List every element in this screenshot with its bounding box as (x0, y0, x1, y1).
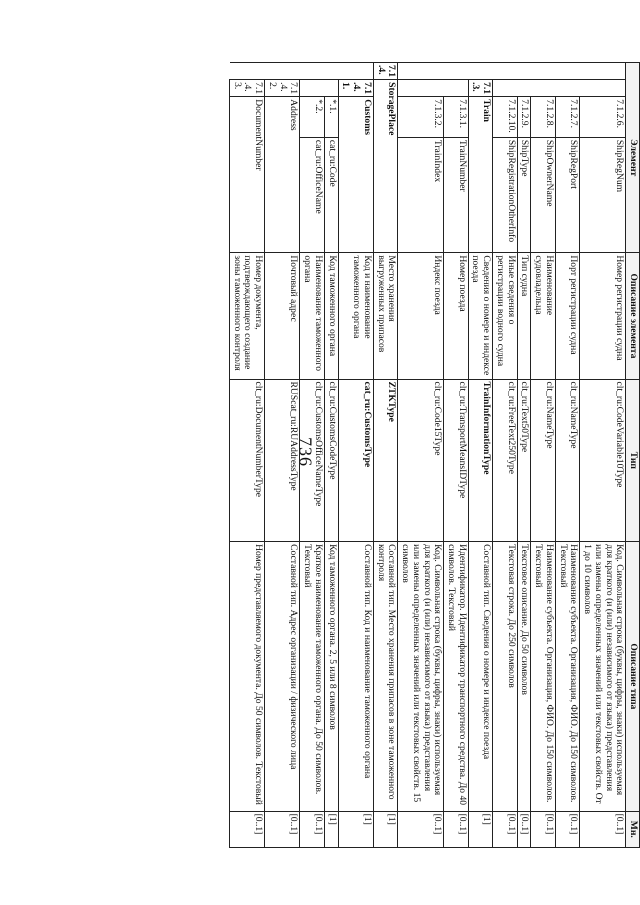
table-row (580, 63, 626, 848)
multiplicity: [0..1] (230, 811, 265, 847)
indent-cell (555, 80, 579, 97)
table-row (338, 63, 373, 848)
element-number: 7.1.2.9. (517, 97, 531, 138)
element-type: clt_ru:NameType (531, 379, 555, 542)
indent-cell (300, 80, 324, 97)
element-name: TrainIndex (398, 137, 444, 253)
indent-cell (493, 63, 517, 80)
element-description: Тип судна (517, 253, 531, 379)
element-number: *.1. (324, 97, 338, 138)
element-number: 7.1.3.1. (444, 97, 468, 138)
indent-cell (531, 80, 555, 97)
element-type: clt_ru:DocumentNumberType (230, 379, 265, 542)
indent-cell (580, 63, 626, 80)
multiplicity: [0..1] (555, 811, 579, 847)
table-row (444, 63, 468, 848)
element-type: clt_ru:CustomsOfficeNameType (300, 379, 324, 542)
table-body (230, 63, 626, 848)
type-description: Код. Символьная строка (буквы, цифры, знаки) используемая для краткого (и (или) независимого от языка) представления или замены определенных значений или текстовых свойств. От 1 до 10 символов (580, 542, 626, 812)
multiplicity: [0..1] (398, 811, 444, 847)
multiplicity: [1] (373, 811, 397, 847)
element-name: Train (468, 97, 492, 253)
element-description: Индекс поезда (398, 253, 444, 379)
element-name: ShipOwnerName (531, 137, 555, 253)
table-row (324, 63, 338, 848)
element-name: DocumentNumber (230, 97, 265, 253)
table-row (230, 63, 265, 848)
type-description: Наименование субъекта. Организация, ФИО. До 150 символов. Текстовый (531, 542, 555, 812)
element-number: 7.1.3.2. (398, 97, 444, 138)
indent-cell (338, 63, 373, 80)
type-description: Текстовая строка. До 250 символов (493, 542, 517, 812)
indent-cell (398, 63, 444, 80)
element-number: 7.1.4.1. (338, 80, 373, 97)
element-name: ShipRegistrationOtherInfo (493, 137, 517, 253)
element-type: TrainInformationType (468, 379, 492, 542)
element-number: 7.1.2.6. (580, 97, 626, 138)
element-name: cat_ru:OfficeName (300, 137, 324, 253)
indent-cell (230, 63, 265, 80)
table-row (493, 63, 517, 848)
element-description: Номер поезда (444, 253, 468, 379)
element-number: 7.1.4. (373, 63, 397, 80)
table-row (555, 63, 579, 848)
element-description: Наименование судовладельца (531, 253, 555, 379)
multiplicity: [0..1] (444, 811, 468, 847)
element-table (229, 62, 640, 848)
indent-cell (517, 63, 531, 80)
type-description: Текстовое описание. До 50 символов (517, 542, 531, 812)
indent-cell (324, 80, 338, 97)
indent-cell (580, 80, 626, 97)
element-number: 7.1.4.2. (265, 80, 300, 97)
type-description: Составной тип. Сведения о номере и индексе поезда (468, 542, 492, 812)
table-row (468, 63, 492, 848)
table-row (531, 63, 555, 848)
type-description: Составной тип. Адрес организации / физического лица (265, 542, 300, 812)
table-row (300, 63, 324, 848)
table-row (265, 63, 300, 848)
indent-cell (324, 63, 338, 80)
table-header-row (626, 63, 640, 848)
element-name: ShipRegNum (580, 137, 626, 253)
type-description: Номер представляемого документа. До 50 символов. Текстовый (230, 542, 265, 812)
element-number: 7.1.2.10. (493, 97, 517, 138)
type-description: Код таможенного органа. 2, 5 или 8 символов (324, 542, 338, 812)
indent-cell (444, 80, 468, 97)
element-description: Место хранения выгруженных припасов (373, 253, 397, 379)
element-description: Номер документа, подтверждающего создание зоны таможенного контроля (230, 253, 265, 379)
element-description: Почтовый адрес (265, 253, 300, 379)
element-number: 7.1.4.3. (230, 80, 265, 97)
element-type: RUScat_ru:RUAddressType (265, 379, 300, 542)
element-type: clt_ru:CodeVariable10Type (580, 379, 626, 542)
element-description: Код таможенного органа (324, 253, 338, 379)
element-description: Порт регистрации судна (555, 253, 579, 379)
element-description: Код и наименование таможенного органа (338, 253, 373, 379)
element-number: *.2. (300, 97, 324, 138)
element-name: Customs (338, 97, 373, 253)
element-type: clt_ru:NameType (555, 379, 579, 542)
element-number: 7.1.2.8. (531, 97, 555, 138)
type-description: Краткое наименование таможенного органа. До 50 символов. Текстовый (300, 542, 324, 812)
indent-cell (300, 63, 324, 80)
type-description: Код. Символьная строка (буквы, цифры, знаки) используемая для краткого (и (или) независимого от языка) представления или замены определенных значений или текстовых свойств. 15 символов (398, 542, 444, 812)
element-number: 7.1.3. (468, 80, 492, 97)
indent-cell (517, 80, 531, 97)
indent-cell (493, 80, 517, 97)
indent-cell (555, 63, 579, 80)
element-name: ShipRegPort (555, 137, 579, 253)
multiplicity: [1] (468, 811, 492, 847)
multiplicity: [1] (338, 811, 373, 847)
type-description: Идентификатор. Идентификатор транспортного средства. До 40 символов. Текстовый (444, 542, 468, 812)
table-row (517, 63, 531, 848)
element-type: ZTKType (373, 379, 397, 542)
multiplicity: [0..1] (300, 811, 324, 847)
indent-cell (468, 63, 492, 80)
element-description: Сведения о номере и индексе поезда (468, 253, 492, 379)
multiplicity: [1] (324, 811, 338, 847)
indent-cell (444, 63, 468, 80)
header-multiplicity: Мн. (626, 811, 640, 847)
element-description: Наименование таможенного органа (300, 253, 324, 379)
header-type-description: Описание типа (626, 542, 640, 812)
type-description: Наименование субъекта. Организация, ФИО. До 150 символов. Текстовый (555, 542, 579, 812)
element-type: clt_ru:TransportMeansIDType (444, 379, 468, 542)
indent-cell (531, 63, 555, 80)
multiplicity: [0..1] (580, 811, 626, 847)
multiplicity: [0..1] (493, 811, 517, 847)
header-element: Элемент (626, 63, 640, 253)
element-type: cat_ru:CustomsType (338, 379, 373, 542)
indent-cell (398, 80, 444, 97)
table-row (373, 63, 397, 848)
element-name: Address (265, 97, 300, 253)
multiplicity: [0..1] (517, 811, 531, 847)
element-name: StoragePlace (373, 80, 397, 253)
element-name: ShipType (517, 137, 531, 253)
header-element-description: Описание элемента (626, 253, 640, 379)
multiplicity: [0..1] (531, 811, 555, 847)
type-description: Составной тип. Место хранения припасов в зоне таможенного контроля (373, 542, 397, 812)
table-row (398, 63, 444, 848)
page-number: 736 (295, 437, 316, 467)
header-type: Тип (626, 379, 640, 542)
element-type: clt_ru:CustomsCodeType (324, 379, 338, 542)
element-number: 7.1.2.7. (555, 97, 579, 138)
element-type: clt_ru:Text50Type (517, 379, 531, 542)
multiplicity: [0..1] (265, 811, 300, 847)
element-name: TrainNumber (444, 137, 468, 253)
element-description: Номер регистрации судна (580, 253, 626, 379)
element-type: clt_ru:Code15Type (398, 379, 444, 542)
indent-cell (265, 63, 300, 80)
type-description: Составной тип. Код и наименование таможенного органа (338, 542, 373, 812)
rotated-table-container (100, 62, 640, 848)
element-name: cat_ru:Code (324, 137, 338, 253)
element-description: Иные сведения о регистрации водного судна (493, 253, 517, 379)
element-type: clt_ru:FreeText250Type (493, 379, 517, 542)
